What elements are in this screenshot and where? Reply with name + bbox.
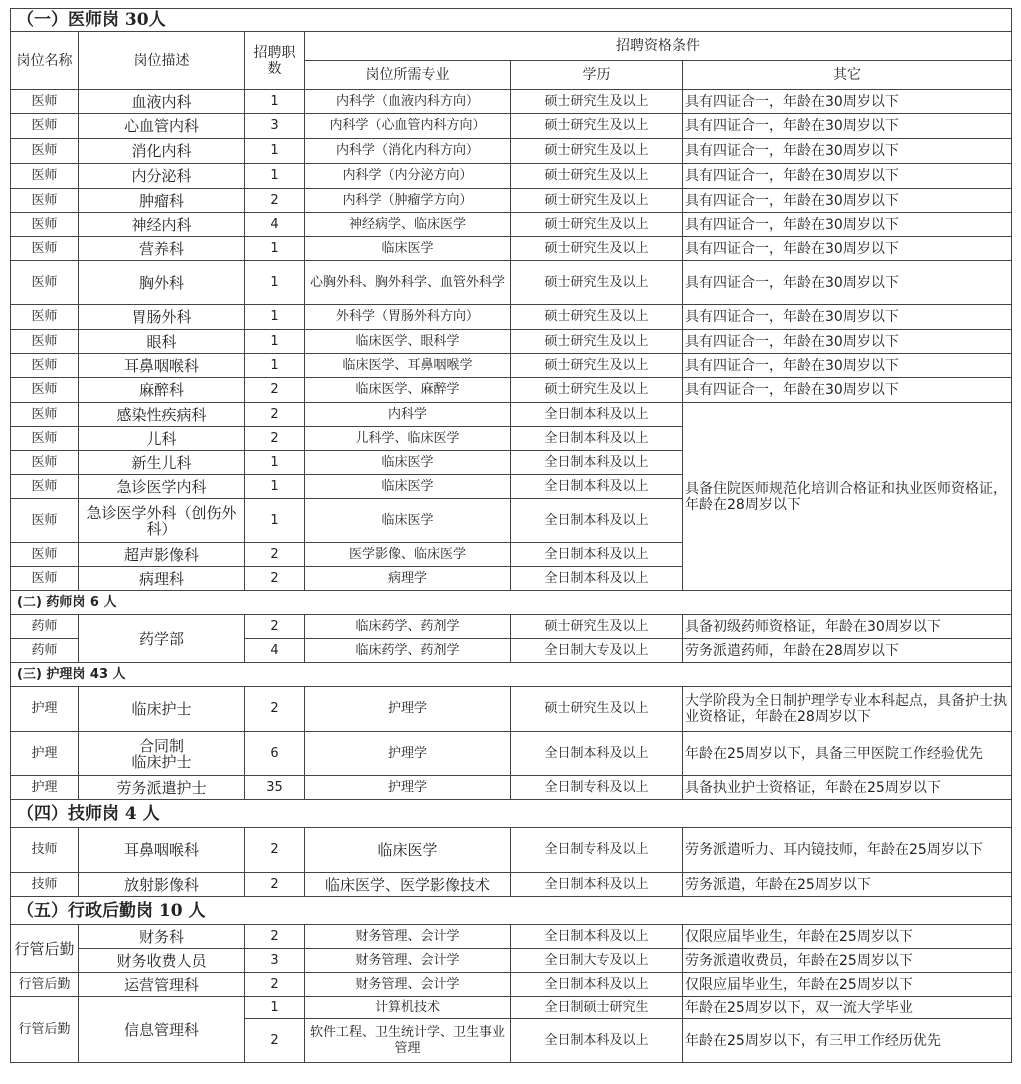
openings: 4 bbox=[245, 639, 305, 663]
other-requirement: 具有四证合一，年龄在30周岁以下 bbox=[683, 378, 1012, 403]
post-name: 医师 bbox=[11, 543, 79, 567]
post-desc: 新生儿科 bbox=[79, 451, 245, 475]
openings: 1 bbox=[245, 354, 305, 378]
major: 临床医学 bbox=[305, 499, 511, 543]
education: 全日制本科及以上 bbox=[511, 925, 683, 949]
section-title-nursing: (三) 护理岗 43 人 bbox=[11, 663, 1012, 687]
post-name: 医师 bbox=[11, 403, 79, 427]
header-post-name: 岗位名称 bbox=[11, 32, 79, 90]
post-desc: 超声影像科 bbox=[79, 543, 245, 567]
openings: 2 bbox=[245, 189, 305, 213]
education: 全日制硕士研究生 bbox=[511, 997, 683, 1019]
major: 儿科学、临床医学 bbox=[305, 427, 511, 451]
post-desc: 财务科 bbox=[79, 925, 245, 949]
openings: 2 bbox=[245, 873, 305, 897]
section-title-admin: （五）行政后勤岗 10 人 bbox=[11, 897, 1012, 925]
major: 内科学（血液内科方向） bbox=[305, 90, 511, 114]
post-name: 医师 bbox=[11, 499, 79, 543]
post-desc: 耳鼻咽喉科 bbox=[79, 354, 245, 378]
openings: 3 bbox=[245, 114, 305, 139]
openings: 1 bbox=[245, 237, 305, 261]
education: 全日制本科及以上 bbox=[511, 499, 683, 543]
openings: 1 bbox=[245, 499, 305, 543]
education: 硕士研究生及以上 bbox=[511, 378, 683, 403]
post-desc: 急诊医学外科（创伤外科） bbox=[79, 499, 245, 543]
recruitment-table bbox=[10, 8, 1012, 1063]
openings: 2 bbox=[245, 615, 305, 639]
openings: 2 bbox=[245, 543, 305, 567]
post-desc: 营养科 bbox=[79, 237, 245, 261]
other-requirement: 具有四证合一，年龄在30周岁以下 bbox=[683, 237, 1012, 261]
openings: 3 bbox=[245, 949, 305, 973]
education: 全日制本科及以上 bbox=[511, 973, 683, 997]
post-name: 医师 bbox=[11, 305, 79, 330]
education: 全日制本科及以上 bbox=[511, 873, 683, 897]
other-requirement: 劳务派遣收费员，年龄在25周岁以下 bbox=[683, 949, 1012, 973]
other-requirement: 具有四证合一，年龄在30周岁以下 bbox=[683, 213, 1012, 237]
education: 硕士研究生及以上 bbox=[511, 213, 683, 237]
major: 临床医学、医学影像技术 bbox=[305, 873, 511, 897]
post-name: 医师 bbox=[11, 261, 79, 305]
post-desc: 消化内科 bbox=[79, 139, 245, 164]
openings: 2 bbox=[245, 567, 305, 591]
other-requirement: 年龄在25周岁以下，双一流大学毕业 bbox=[683, 997, 1012, 1019]
openings: 2 bbox=[245, 427, 305, 451]
major: 内科学 bbox=[305, 403, 511, 427]
other-requirement: 具有四证合一，年龄在30周岁以下 bbox=[683, 139, 1012, 164]
other-requirement: 劳务派遣，年龄在25周岁以下 bbox=[683, 873, 1012, 897]
major: 财务管理、会计学 bbox=[305, 925, 511, 949]
openings: 6 bbox=[245, 732, 305, 776]
openings: 4 bbox=[245, 213, 305, 237]
major: 临床医学、麻醉学 bbox=[305, 378, 511, 403]
post-desc: 心血管内科 bbox=[79, 114, 245, 139]
other-requirement: 年龄在25周岁以下，具备三甲医院工作经验优先 bbox=[683, 732, 1012, 776]
education: 全日制本科及以上 bbox=[511, 1019, 683, 1063]
other-requirement-shared: 具备住院医师规范化培训合格证和执业医师资格证，年龄在28周岁以下 bbox=[683, 403, 1012, 591]
post-desc: 胸外科 bbox=[79, 261, 245, 305]
other-requirement: 劳务派遣药师，年龄在28周岁以下 bbox=[683, 639, 1012, 663]
major: 软件工程、卫生统计学、卫生事业管理 bbox=[305, 1019, 511, 1063]
education: 硕士研究生及以上 bbox=[511, 687, 683, 732]
post-desc: 感染性疾病科 bbox=[79, 403, 245, 427]
education: 硕士研究生及以上 bbox=[511, 261, 683, 305]
post-name: 医师 bbox=[11, 451, 79, 475]
major: 医学影像、临床医学 bbox=[305, 543, 511, 567]
other-requirement: 具有四证合一，年龄在30周岁以下 bbox=[683, 189, 1012, 213]
education: 全日制大专及以上 bbox=[511, 949, 683, 973]
major: 临床医学、耳鼻咽喉学 bbox=[305, 354, 511, 378]
major: 神经病学、临床医学 bbox=[305, 213, 511, 237]
other-requirement: 具有四证合一，年龄在30周岁以下 bbox=[683, 330, 1012, 354]
other-requirement: 具有四证合一，年龄在30周岁以下 bbox=[683, 354, 1012, 378]
post-desc: 急诊医学内科 bbox=[79, 475, 245, 499]
major: 临床药学、药剂学 bbox=[305, 615, 511, 639]
post-desc: 神经内科 bbox=[79, 213, 245, 237]
openings: 1 bbox=[245, 305, 305, 330]
post-name: 护理 bbox=[11, 732, 79, 776]
post-name: 医师 bbox=[11, 90, 79, 114]
post-name: 医师 bbox=[11, 139, 79, 164]
post-name: 行管后勤 bbox=[11, 973, 79, 997]
major: 内科学（消化内科方向） bbox=[305, 139, 511, 164]
education: 硕士研究生及以上 bbox=[511, 139, 683, 164]
education: 硕士研究生及以上 bbox=[511, 237, 683, 261]
post-name: 护理 bbox=[11, 776, 79, 800]
openings: 1 bbox=[245, 997, 305, 1019]
education: 全日制本科及以上 bbox=[511, 403, 683, 427]
post-name: 医师 bbox=[11, 330, 79, 354]
post-desc: 麻醉科 bbox=[79, 378, 245, 403]
education: 硕士研究生及以上 bbox=[511, 354, 683, 378]
post-name: 医师 bbox=[11, 114, 79, 139]
openings: 35 bbox=[245, 776, 305, 800]
post-desc: 内分泌科 bbox=[79, 164, 245, 189]
other-requirement: 仅限应届毕业生，年龄在25周岁以下 bbox=[683, 973, 1012, 997]
post-name: 医师 bbox=[11, 567, 79, 591]
post-name: 医师 bbox=[11, 237, 79, 261]
openings: 1 bbox=[245, 451, 305, 475]
education: 硕士研究生及以上 bbox=[511, 615, 683, 639]
post-name: 行管后勤 bbox=[11, 925, 79, 973]
post-name: 技师 bbox=[11, 828, 79, 873]
openings: 1 bbox=[245, 475, 305, 499]
openings: 2 bbox=[245, 403, 305, 427]
section-title-pharmacist: (二) 药师岗 6 人 bbox=[11, 591, 1012, 615]
section-title-doctor: （一）医师岗 30人 bbox=[11, 9, 1012, 32]
major: 护理学 bbox=[305, 776, 511, 800]
other-requirement: 年龄在25周岁以下，有三甲工作经历优先 bbox=[683, 1019, 1012, 1063]
major: 临床药学、药剂学 bbox=[305, 639, 511, 663]
major: 护理学 bbox=[305, 732, 511, 776]
major: 计算机技术 bbox=[305, 997, 511, 1019]
post-desc: 运营管理科 bbox=[79, 973, 245, 997]
post-name: 医师 bbox=[11, 475, 79, 499]
education: 硕士研究生及以上 bbox=[511, 189, 683, 213]
openings: 2 bbox=[245, 687, 305, 732]
header-qualifications: 招聘资格条件 bbox=[305, 32, 1012, 61]
other-requirement: 劳务派遣听力、耳内镜技师，年龄在25周岁以下 bbox=[683, 828, 1012, 873]
major: 病理学 bbox=[305, 567, 511, 591]
major: 财务管理、会计学 bbox=[305, 949, 511, 973]
post-desc: 眼科 bbox=[79, 330, 245, 354]
education: 全日制专科及以上 bbox=[511, 828, 683, 873]
other-requirement: 仅限应届毕业生，年龄在25周岁以下 bbox=[683, 925, 1012, 949]
post-name: 医师 bbox=[11, 354, 79, 378]
post-name: 医师 bbox=[11, 189, 79, 213]
openings: 2 bbox=[245, 828, 305, 873]
other-requirement: 具有四证合一，年龄在30周岁以下 bbox=[683, 164, 1012, 189]
other-requirement: 大学阶段为全日制护理学专业本科起点，具备护士执业资格证，年龄在28周岁以下 bbox=[683, 687, 1012, 732]
post-desc: 财务收费人员 bbox=[79, 949, 245, 973]
major: 内科学（肿瘤学方向） bbox=[305, 189, 511, 213]
education: 硕士研究生及以上 bbox=[511, 114, 683, 139]
post-desc: 劳务派遣护士 bbox=[79, 776, 245, 800]
major: 内科学（内分泌方向） bbox=[305, 164, 511, 189]
major: 内科学（心血管内科方向） bbox=[305, 114, 511, 139]
openings: 1 bbox=[245, 330, 305, 354]
post-desc: 合同制 临床护士 bbox=[79, 732, 245, 776]
major: 临床医学 bbox=[305, 828, 511, 873]
post-name: 护理 bbox=[11, 687, 79, 732]
education: 硕士研究生及以上 bbox=[511, 305, 683, 330]
openings: 1 bbox=[245, 261, 305, 305]
post-desc: 耳鼻咽喉科 bbox=[79, 828, 245, 873]
education: 全日制本科及以上 bbox=[511, 475, 683, 499]
openings: 2 bbox=[245, 378, 305, 403]
major: 临床医学 bbox=[305, 237, 511, 261]
education: 硕士研究生及以上 bbox=[511, 90, 683, 114]
header-major: 岗位所需专业 bbox=[305, 61, 511, 90]
openings: 2 bbox=[245, 1019, 305, 1063]
post-name: 医师 bbox=[11, 213, 79, 237]
openings: 1 bbox=[245, 90, 305, 114]
post-desc: 儿科 bbox=[79, 427, 245, 451]
major: 临床医学、眼科学 bbox=[305, 330, 511, 354]
header-post-desc: 岗位描述 bbox=[79, 32, 245, 90]
other-requirement: 具有四证合一，年龄在30周岁以下 bbox=[683, 261, 1012, 305]
header-education: 学历 bbox=[511, 61, 683, 90]
major: 临床医学 bbox=[305, 475, 511, 499]
education: 全日制本科及以上 bbox=[511, 451, 683, 475]
education: 全日制专科及以上 bbox=[511, 776, 683, 800]
education: 硕士研究生及以上 bbox=[511, 164, 683, 189]
post-desc: 临床护士 bbox=[79, 687, 245, 732]
openings: 2 bbox=[245, 973, 305, 997]
major: 外科学（胃肠外科方向） bbox=[305, 305, 511, 330]
post-desc: 放射影像科 bbox=[79, 873, 245, 897]
post-name: 技师 bbox=[11, 873, 79, 897]
major: 财务管理、会计学 bbox=[305, 973, 511, 997]
openings: 1 bbox=[245, 164, 305, 189]
major: 心胸外科、胸外科学、血管外科学 bbox=[305, 261, 511, 305]
post-desc: 肿瘤科 bbox=[79, 189, 245, 213]
post-name: 医师 bbox=[11, 164, 79, 189]
other-requirement: 具有四证合一，年龄在30周岁以下 bbox=[683, 90, 1012, 114]
post-desc: 病理科 bbox=[79, 567, 245, 591]
openings: 1 bbox=[245, 139, 305, 164]
education: 全日制本科及以上 bbox=[511, 567, 683, 591]
education: 全日制本科及以上 bbox=[511, 732, 683, 776]
post-name: 医师 bbox=[11, 427, 79, 451]
major: 临床医学 bbox=[305, 451, 511, 475]
header-openings: 招聘职数 bbox=[245, 32, 305, 90]
other-requirement: 具备执业护士资格证，年龄在25周岁以下 bbox=[683, 776, 1012, 800]
header-other: 其它 bbox=[683, 61, 1012, 90]
other-requirement: 具有四证合一，年龄在30周岁以下 bbox=[683, 305, 1012, 330]
post-desc: 血液内科 bbox=[79, 90, 245, 114]
post-desc: 药学部 bbox=[79, 615, 245, 663]
other-requirement: 具备初级药师资格证，年龄在30周岁以下 bbox=[683, 615, 1012, 639]
other-requirement: 具有四证合一，年龄在30周岁以下 bbox=[683, 114, 1012, 139]
education: 全日制本科及以上 bbox=[511, 543, 683, 567]
post-desc: 胃肠外科 bbox=[79, 305, 245, 330]
major: 护理学 bbox=[305, 687, 511, 732]
post-name: 医师 bbox=[11, 378, 79, 403]
section-title-technician: （四）技师岗 4 人 bbox=[11, 800, 1012, 828]
education: 全日制大专及以上 bbox=[511, 639, 683, 663]
education: 硕士研究生及以上 bbox=[511, 330, 683, 354]
post-name: 药师 bbox=[11, 639, 79, 663]
post-name: 行管后勤 bbox=[11, 997, 79, 1063]
post-desc: 信息管理科 bbox=[79, 997, 245, 1063]
openings: 2 bbox=[245, 925, 305, 949]
education: 全日制本科及以上 bbox=[511, 427, 683, 451]
post-name: 药师 bbox=[11, 615, 79, 639]
